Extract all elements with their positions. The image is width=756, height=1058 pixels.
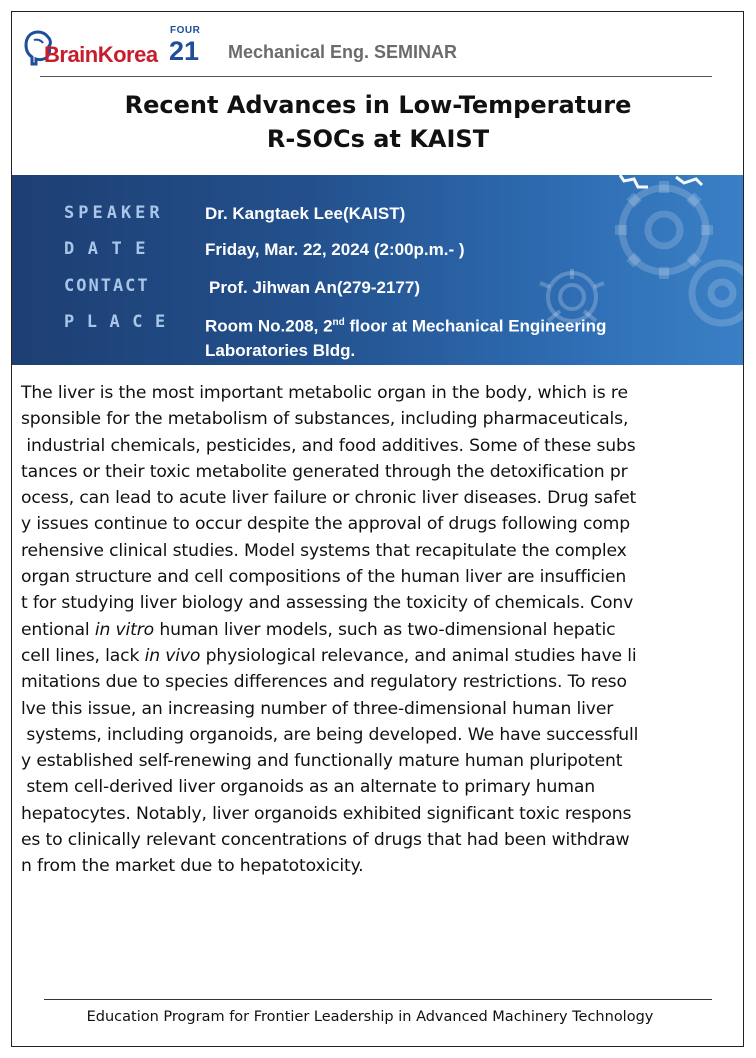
footer-program-name: Education Program for Frontier Leadership in Advanced Machinery Technology — [86, 1009, 654, 1025]
abstract-line: hepatocytes. Notably, liver organoids exhibited significant toxic respons — [21, 803, 632, 824]
abstract-line — [21, 617, 745, 643]
abstract-line: stem cell-derived liver organoids as an alternate to primary human — [21, 777, 595, 798]
info-banner — [12, 175, 743, 365]
seminar-heading: Mechanical Eng. SEMINAR — [228, 42, 458, 62]
abstract-text-fragment: physiological relevance, and animal studies have li — [200, 645, 637, 666]
abstract-text-fragment: cell lines, lack — [21, 645, 145, 666]
abstract-line: n from the market due to hepatotoxicity. — [21, 856, 364, 877]
abstract-line: industrial chemicals, pesticides, and food additives. Some of these subs — [21, 435, 636, 456]
abstract-line: ocess, can lead to acute liver failure or chronic liver diseases. Drug safet — [21, 488, 637, 509]
logo-tag: FOUR — [170, 25, 201, 36]
abstract-line: es to clinically relevant concentrations of drugs that had been withdraw — [21, 830, 630, 851]
brainkorea-logo — [24, 22, 200, 70]
date-value: Friday, Mar. 22, 2024 (2:00p.m.- ) — [205, 240, 465, 259]
place-value-part-b: floor at Mechanical Engineering — [344, 316, 607, 336]
date-label: DATE — [64, 239, 159, 259]
abstract-text-fragment: entional — [21, 619, 95, 640]
place-value-line-2: Laboratories Bldg. — [205, 340, 356, 360]
header-divider — [40, 76, 712, 77]
abstract-text — [21, 380, 745, 880]
abstract-italic-term: in vivo — [144, 645, 201, 666]
abstract-line: organ structure and cell compositions of the human liver are insufficien — [21, 567, 627, 588]
abstract-line: mitations due to species differences and regulatory restrictions. To reso — [21, 672, 627, 693]
abstract-line: tances or their toxic metabolite generated through the detoxification pr — [21, 461, 628, 482]
abstract-line: y issues continue to occur despite the approval of drugs following comp — [21, 514, 630, 535]
contact-label: CONTACT — [64, 276, 150, 296]
place-value-sup: nd — [332, 317, 345, 328]
title-line-1: Recent Advances in Low-Temperature — [124, 91, 632, 119]
abstract-line: y established self-renewing and functionally mature human pluripotent — [21, 751, 623, 772]
abstract-text-fragment: human liver models, such as two-dimensional hepatic — [154, 619, 616, 640]
abstract-line: systems, including organoids, are being developed. We have successfull — [21, 724, 639, 745]
contact-value: Prof. Jihwan An(279-2177) — [209, 278, 420, 297]
seminar-title — [0, 88, 756, 156]
abstract-line: t for studying liver biology and assessing the toxicity of chemicals. Conv — [21, 593, 634, 614]
abstract-line: sponsible for the metabolism of substances, including pharmaceuticals, — [21, 409, 629, 430]
abstract-line: rehensive clinical studies. Model systems that recapitulate the complex — [21, 540, 627, 561]
abstract-line — [21, 643, 745, 669]
abstract-italic-term: in vitro — [94, 619, 155, 640]
speaker-label: SPEAKER — [64, 203, 164, 223]
speaker-value: Dr. Kangtaek Lee(KAIST) — [205, 204, 406, 223]
place-label: PLACE — [64, 312, 178, 332]
logo-number: 21 — [169, 36, 200, 66]
place-value-part-a: Room No.208, 2 — [205, 316, 333, 336]
abstract-line: lve this issue, an increasing number of three-dimensional human liver — [21, 698, 614, 719]
abstract-line: The liver is the most important metabolic organ in the body, which is re — [21, 383, 628, 403]
title-line-2: R-SOCs at KAIST — [266, 125, 490, 153]
logo-brand: BrainKorea — [44, 42, 158, 67]
place-value — [205, 311, 606, 363]
footer-divider — [44, 999, 712, 1000]
